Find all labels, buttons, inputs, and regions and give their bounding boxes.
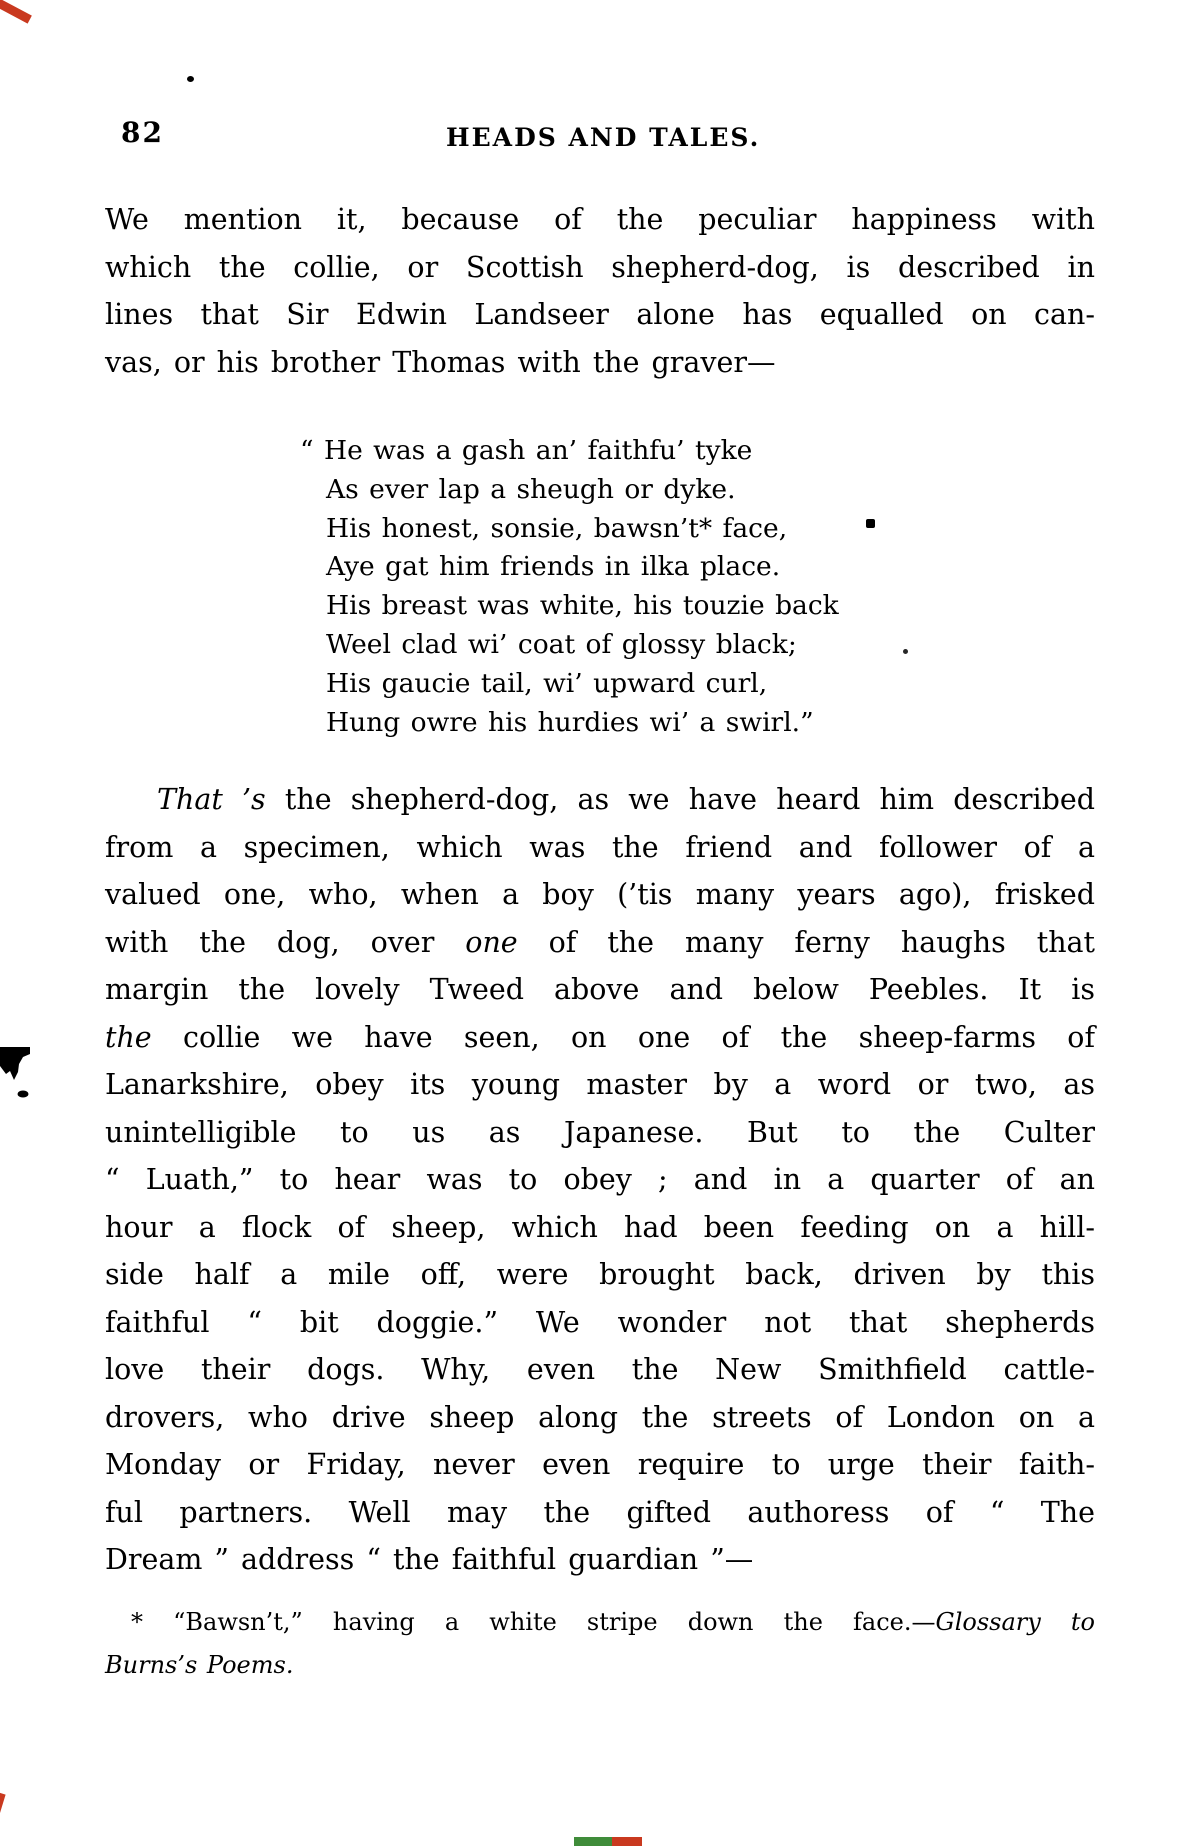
text-line: hour a flock of sheep, which had been feeding on a hill- xyxy=(105,1210,1095,1244)
text-line: His breast was white, his touzie back xyxy=(326,590,839,622)
text-line: which the collie, or Scottish shepherd-dog, is described in xyxy=(105,250,1095,284)
main-paragraph xyxy=(105,776,1095,1584)
text-line: the collie we have seen, on one of the sheep-farms of xyxy=(105,1020,1095,1054)
ink-speck-margin-2 xyxy=(903,649,908,654)
text-line: His honest, sonsie, bawsn’t* face, xyxy=(326,512,788,544)
text-line: valued one, who, when a boy (’tis many years ago), frisked xyxy=(105,878,1095,911)
text-line: unintelligible to us as Japanese. But to the Culter xyxy=(105,1115,1095,1149)
red-corner-mark-bottom-left xyxy=(0,1792,6,1839)
text-line: As ever lap a sheugh or dyke. xyxy=(326,473,736,505)
text-line: Dream ” address “ the faithful guardian ”— xyxy=(105,1543,754,1576)
text-line: ful partners. Well may the gifted authoress of “ The xyxy=(105,1495,1095,1529)
text-line: That ’s the shepherd-dog, as we have heard him described xyxy=(157,783,1095,816)
text-line: faithful “ bit doggie.” We wonder not that shepherds xyxy=(105,1305,1095,1339)
text-line: lines that Sir Edwin Landseer alone has equalled on can- xyxy=(105,298,1095,331)
scan-strip-red xyxy=(612,1837,642,1846)
poem-quote xyxy=(300,432,920,742)
text-line: margin the lovely Tweed above and below Peebles. It is xyxy=(105,973,1095,1006)
text-line: We mention it, because of the peculiar happiness with xyxy=(105,203,1095,236)
text-line: side half a mile off, were brought back, driven by this xyxy=(105,1258,1095,1291)
text-line: * “Bawsn’t,” having a white stripe down the face.—Glossary to xyxy=(131,1608,1095,1636)
text-line: His gaucie tail, wi’ upward curl, xyxy=(326,667,768,699)
text-line: Burns’s Poems. xyxy=(105,1651,294,1679)
text-line: drovers, who drive sheep along the streets of London on a xyxy=(105,1400,1095,1434)
text-line: Hung owre his hurdies wi’ a swirl.” xyxy=(326,706,814,738)
text-line: Monday or Friday, never even require to urge their faith- xyxy=(105,1448,1095,1481)
running-header: HEADS AND TALES. xyxy=(446,123,761,152)
scan-strip-green xyxy=(574,1837,612,1846)
opening-paragraph xyxy=(105,196,1095,386)
text-line: Weel clad wi’ coat of glossy black; xyxy=(326,628,797,660)
ink-speck-margin-1 xyxy=(866,519,875,528)
page-number: 82 xyxy=(121,116,164,149)
footnote xyxy=(105,1601,1095,1687)
text-line: love their dogs. Why, even the New Smithfield cattle- xyxy=(105,1353,1095,1386)
text-line: “ Luath,” to hear was to obey ; and in a quarter of an xyxy=(105,1163,1095,1196)
red-corner-mark-top-left xyxy=(0,0,32,24)
text-line: from a specimen, which was the friend and follower of a xyxy=(105,830,1095,864)
text-line: “ He was a gash an’ faithfu’ tyke xyxy=(300,435,753,466)
text-line: Lanarkshire, obey its young master by a word or two, as xyxy=(105,1068,1095,1101)
ink-speck-top xyxy=(187,76,194,82)
ink-blot-mark xyxy=(0,1045,56,1101)
text-line: Aye gat him friends in ilka place. xyxy=(326,551,781,583)
text-line: with the dog, over one of the many ferny haughs that xyxy=(105,925,1095,959)
text-line: vas, or his brother Thomas with the graver— xyxy=(105,345,776,379)
